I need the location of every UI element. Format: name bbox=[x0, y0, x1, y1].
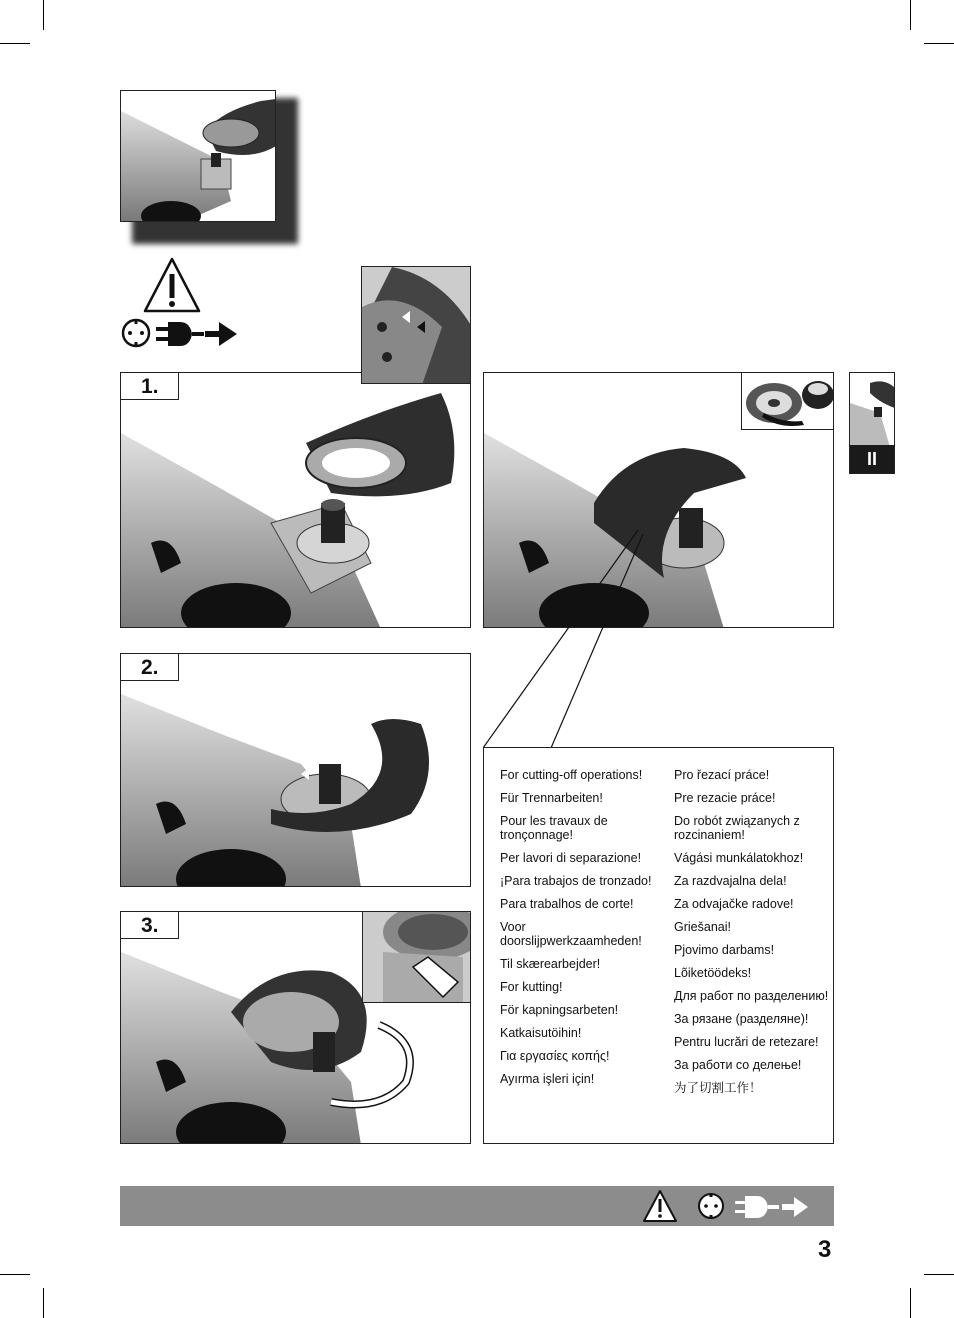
language-text: 为了切割工作！ bbox=[674, 1081, 762, 1095]
language-text: Für Trennarbeiten! bbox=[500, 791, 603, 805]
socket-icon bbox=[120, 317, 152, 353]
overview-image bbox=[120, 90, 276, 222]
language-text: Katkaisutöihin! bbox=[500, 1026, 582, 1040]
language-text: Lõiketöödeks! bbox=[674, 966, 752, 980]
step-number: 2. bbox=[121, 654, 179, 681]
language-text: Voor doorslijpwerkzaamheden! bbox=[500, 920, 642, 948]
crop-mark bbox=[0, 1274, 30, 1275]
callout-pointer bbox=[483, 520, 653, 750]
unplug-icon bbox=[735, 1195, 779, 1223]
crop-mark bbox=[43, 0, 44, 30]
crop-mark bbox=[910, 1288, 911, 1318]
step-number: 1. bbox=[121, 373, 179, 400]
step-1-panel bbox=[120, 372, 471, 628]
step-number: 3. bbox=[121, 912, 179, 939]
language-text: Vágási munkálatokhoz! bbox=[674, 851, 804, 865]
language-text: För kapningsarbeten! bbox=[500, 1003, 619, 1017]
languages-left-column bbox=[500, 768, 660, 1095]
cutting-operations-languages-box bbox=[483, 747, 834, 1144]
language-text: Za odvajačke radove! bbox=[674, 897, 794, 911]
language-text: За рязане (разделяне)! bbox=[674, 1012, 809, 1026]
language-text: Do robót związanych z rozcinaniem! bbox=[674, 814, 800, 842]
language-text: Za razdvajalna dela! bbox=[674, 874, 787, 888]
crop-mark bbox=[0, 43, 30, 44]
arrow-right-icon bbox=[782, 1197, 808, 1221]
language-text: For kutting! bbox=[500, 980, 563, 994]
step-2-panel bbox=[120, 653, 471, 887]
cutting-disc-icon bbox=[741, 373, 834, 430]
crop-mark bbox=[924, 1274, 954, 1275]
crop-mark bbox=[910, 0, 911, 30]
language-text: Para trabalhos de corte! bbox=[500, 897, 634, 911]
warning-triangle-icon bbox=[642, 1189, 678, 1227]
language-text: ¡Para trabajos de tronzado! bbox=[500, 874, 652, 888]
zoom-inset-step-3 bbox=[362, 912, 471, 1003]
step-3-panel bbox=[120, 911, 471, 1144]
language-text: Pjovimo darbams! bbox=[674, 943, 775, 957]
language-text: Для работ по разделению! bbox=[674, 989, 829, 1003]
language-text: For cutting-off operations! bbox=[500, 768, 643, 782]
language-text: Pentru lucrări de retezare! bbox=[674, 1035, 819, 1049]
section-tab bbox=[849, 372, 895, 474]
page-number: 3 bbox=[818, 1236, 832, 1263]
language-text: Griešanai! bbox=[674, 920, 731, 934]
language-text: Pre rezacie práce! bbox=[674, 791, 776, 805]
language-text: За работи со делење! bbox=[674, 1058, 802, 1072]
languages-right-column bbox=[674, 768, 829, 1104]
crop-mark bbox=[924, 43, 954, 44]
zoom-inset-top bbox=[361, 266, 471, 384]
language-text: Til skærearbejder! bbox=[500, 957, 601, 971]
language-text: Ayırma işleri için! bbox=[500, 1072, 595, 1086]
unplug-icon bbox=[156, 320, 204, 352]
section-tab-label: II bbox=[850, 445, 894, 473]
language-text: Pro řezací práce! bbox=[674, 768, 770, 782]
language-text: Per lavori di separazione! bbox=[500, 851, 642, 865]
warning-triangle-icon bbox=[142, 256, 202, 318]
language-text: Για εργασίες κοπής! bbox=[500, 1049, 610, 1063]
language-text: Pour les travaux de tronçonnage! bbox=[500, 814, 608, 842]
crop-mark bbox=[43, 1288, 44, 1318]
arrow-right-icon bbox=[205, 322, 237, 350]
bottom-warning-bar bbox=[120, 1186, 834, 1226]
socket-icon bbox=[696, 1191, 726, 1225]
